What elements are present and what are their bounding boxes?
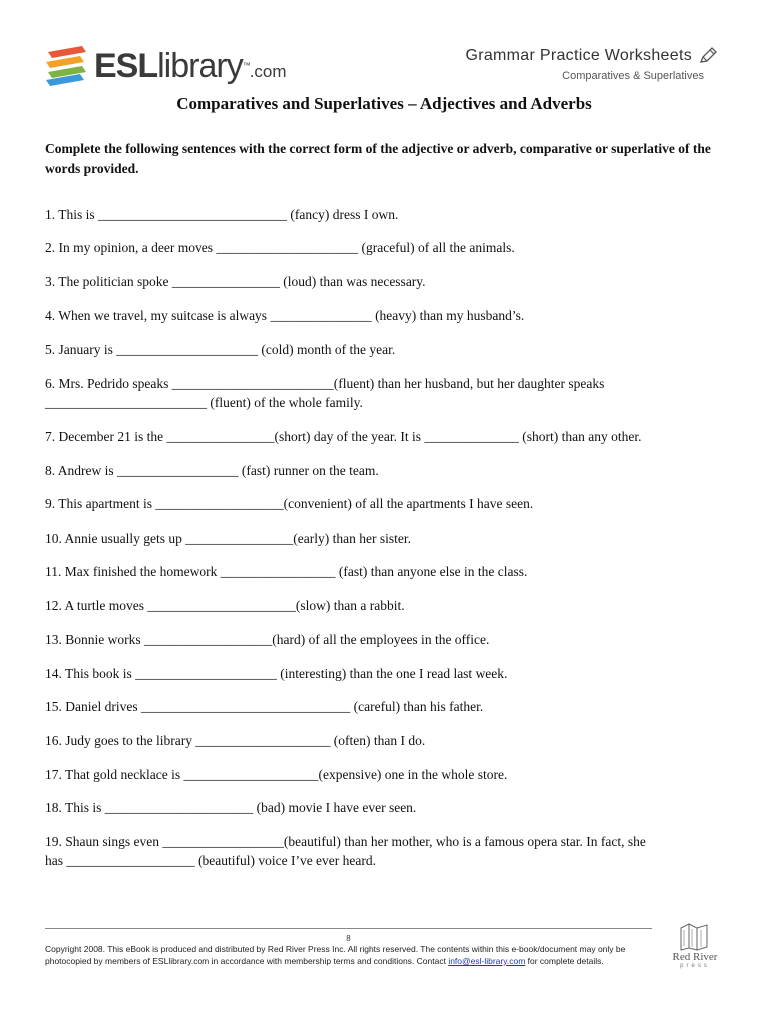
red-river-press-logo: [664, 922, 726, 969]
question-item: 7. December 21 is the ________________(short) day of the year. It is ______________ (short) than any other.: [45, 429, 642, 444]
series-header: [465, 46, 718, 82]
question-item: 1. This is ____________________________ (fancy) dress I own.: [45, 207, 399, 222]
series-subtitle: Comparatives & Superlatives: [562, 70, 704, 82]
question-item: 17. That gold necklace is ____________________(expensive) one in the whole store.: [45, 766, 508, 782]
copyright-notice: Copyright 2008. This eBook is produced and distributed by Red River Press Inc. All rights reserved. The contents within this e-book/document may only be photocopied by members of ESLlibrary.com in accordance with membership terms and conditions. Contact info@esl-library.com for complete details.: [45, 944, 626, 966]
stacked-books-icon: [42, 44, 90, 88]
series-title: Grammar Practice Worksheets: [465, 46, 718, 66]
question-item: 18. This is ______________________ (bad) movie I have ever seen.: [45, 800, 417, 815]
worksheet-title: Comparatives and Superlatives – Adjectives and Adverbs: [176, 94, 592, 113]
logo-wordmark: ESLlibrary™.com: [94, 47, 287, 85]
question-item: 11. Max finished the homework _________________ (fast) than anyone else in the class.: [45, 564, 528, 579]
question-list: [45, 205, 735, 871]
question-item: 14. This book is _____________________ (interesting) than the one I read last week.: [45, 665, 508, 681]
page-number: 8: [346, 934, 351, 943]
question-item: 2. In my opinion, a deer moves _____________________ (graceful) of all the animals.: [45, 240, 515, 255]
esl-library-logo: [42, 42, 287, 92]
question-item: 5. January is _____________________ (cold) month of the year.: [45, 342, 396, 357]
books-icon: [675, 922, 715, 952]
question-item: 3. The politician spoke ________________ (loud) than was necessary.: [45, 274, 426, 289]
question-item: 19. Shaun sings even __________________(beautiful) than her mother, who is a famous opera star. In fact, she has ___________________ (beautiful) voice I’ve ever heard.: [45, 833, 646, 868]
question-item: 6. Mrs. Pedrido speaks ________________________(fluent) than her husband, but her daughter speaks ________________________ (fluent) of the whole family.: [45, 375, 605, 410]
question-item: 16. Judy goes to the library ____________________ (often) than I do.: [45, 733, 426, 748]
question-item: 12. A turtle moves ______________________(slow) than a rabbit.: [45, 597, 405, 613]
contact-email-link[interactable]: info@esl-library.com: [448, 956, 526, 966]
instructions: Complete the following sentences with the correct form of the adjective or adverb, comparative or superlative of the words provided.: [45, 141, 711, 176]
pencil-icon: [698, 46, 718, 66]
question-item: 15. Daniel drives _______________________________ (careful) than his father.: [45, 699, 484, 714]
question-item: 10. Annie usually gets up ________________(early) than her sister.: [45, 530, 411, 546]
publisher-name: Red River: [672, 951, 718, 963]
question-item: 4. When we travel, my suitcase is always _______________ (heavy) than my husband’s.: [45, 307, 525, 323]
question-item: 13. Bonnie works ___________________(hard) of all the employees in the office.: [45, 631, 490, 647]
footer-divider: [45, 928, 652, 929]
question-item: 9. This apartment is ___________________(convenient) of all the apartments I have seen.: [45, 496, 534, 511]
question-item: 8. Andrew is __________________ (fast) runner on the team.: [45, 462, 379, 478]
publisher-sub: press: [680, 963, 710, 969]
